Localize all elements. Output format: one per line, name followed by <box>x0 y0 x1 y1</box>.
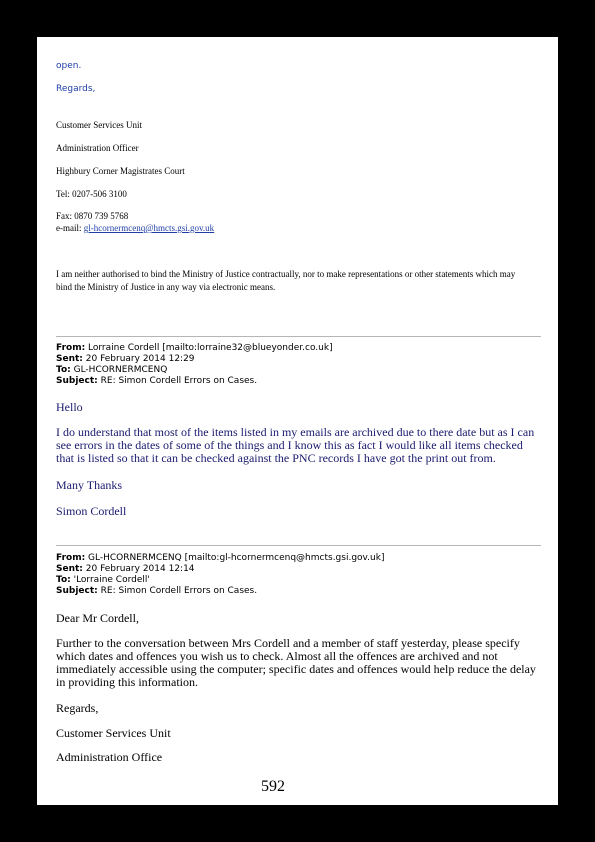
email1-header <box>56 343 333 387</box>
to-value: 'Lorraine Cordell' <box>70 575 150 585</box>
email1-thanks: Many Thanks <box>56 478 123 492</box>
signature-unit: Customer Services Unit <box>56 120 142 130</box>
subject-value: RE: Simon Cordell Errors on Cases. <box>97 586 258 596</box>
regards-text: Regards, <box>56 84 96 94</box>
email2-from <box>56 553 384 564</box>
email2-greeting: Dear Mr Cordell, <box>56 611 139 625</box>
to-label: To: <box>56 575 71 585</box>
email1-to <box>56 365 333 376</box>
email2-role: Administration Office <box>56 750 163 764</box>
sent-value: 20 February 2014 12:29 <box>82 354 195 364</box>
sent-value: 20 February 2014 12:14 <box>82 564 195 574</box>
sent-label: Sent: <box>56 354 83 364</box>
email-divider <box>56 545 541 546</box>
subject-value: RE: Simon Cordell Errors on Cases. <box>97 376 258 386</box>
email1-from <box>56 343 333 354</box>
signature-court: Highbury Corner Magistrates Court <box>56 166 185 176</box>
subject-label: Subject: <box>56 376 98 386</box>
open-text: open. <box>56 61 82 71</box>
sent-label: Sent: <box>56 564 83 574</box>
from-label: From: <box>56 553 86 563</box>
from-label: From: <box>56 343 86 353</box>
email2-unit: Customer Services Unit <box>56 726 171 740</box>
from-value: Lorraine Cordell [mailto:lorraine32@blueyonder.co.uk] <box>85 343 333 353</box>
email-label: e-mail: <box>56 223 84 233</box>
to-label: To: <box>56 365 71 375</box>
email1-body: I do understand that most of the items listed in my emails are archived due to there date but as I can see errors in the dates of some of the things and I know this as fact I would like all items checked that is listed so that it can be checked against the PNC records I have got the print out from. <box>56 425 535 465</box>
email-link[interactable]: gl-hcornermcenq@hmcts.gsi.gov.uk <box>83 223 215 233</box>
email2-header <box>56 553 384 597</box>
signature-email-line <box>56 223 214 233</box>
signature-fax: Fax: 0870 739 5768 <box>56 211 129 221</box>
page-number: 592 <box>261 778 285 795</box>
email1-sent <box>56 354 333 365</box>
subject-label: Subject: <box>56 586 98 596</box>
email1-signoff-name: Simon Cordell <box>56 504 127 518</box>
email2-body: Further to the conversation between Mrs Cordell and a member of staff yesterday, please specify which dates and offences you wish us to check. Almost all the offences are archived and not immediately accessible using the computer; specific dates and offences would help reduce the delay in providing this information. <box>56 636 536 689</box>
document-page <box>37 37 558 805</box>
to-value: GL-HCORNERMCENQ <box>70 365 168 375</box>
email2-subject <box>56 586 384 597</box>
email2-to <box>56 575 384 586</box>
email2-regards: Regards, <box>56 701 99 715</box>
signature-tel: Tel: 0207-506 3100 <box>56 189 127 199</box>
email1-greeting: Hello <box>56 400 83 414</box>
email-divider <box>56 336 541 337</box>
from-value: GL-HCORNERMCENQ [mailto:gl-hcornermcenq@hmcts.gsi.gov.uk] <box>85 553 385 563</box>
email2-sent <box>56 564 384 575</box>
disclaimer-text: I am neither authorised to bind the Ministry of Justice contractually, nor to make representations or other statements which may bind the Ministry of Justice in any way via electronic means. <box>56 269 516 292</box>
signature-role: Administration Officer <box>56 143 139 153</box>
email1-subject <box>56 376 333 387</box>
